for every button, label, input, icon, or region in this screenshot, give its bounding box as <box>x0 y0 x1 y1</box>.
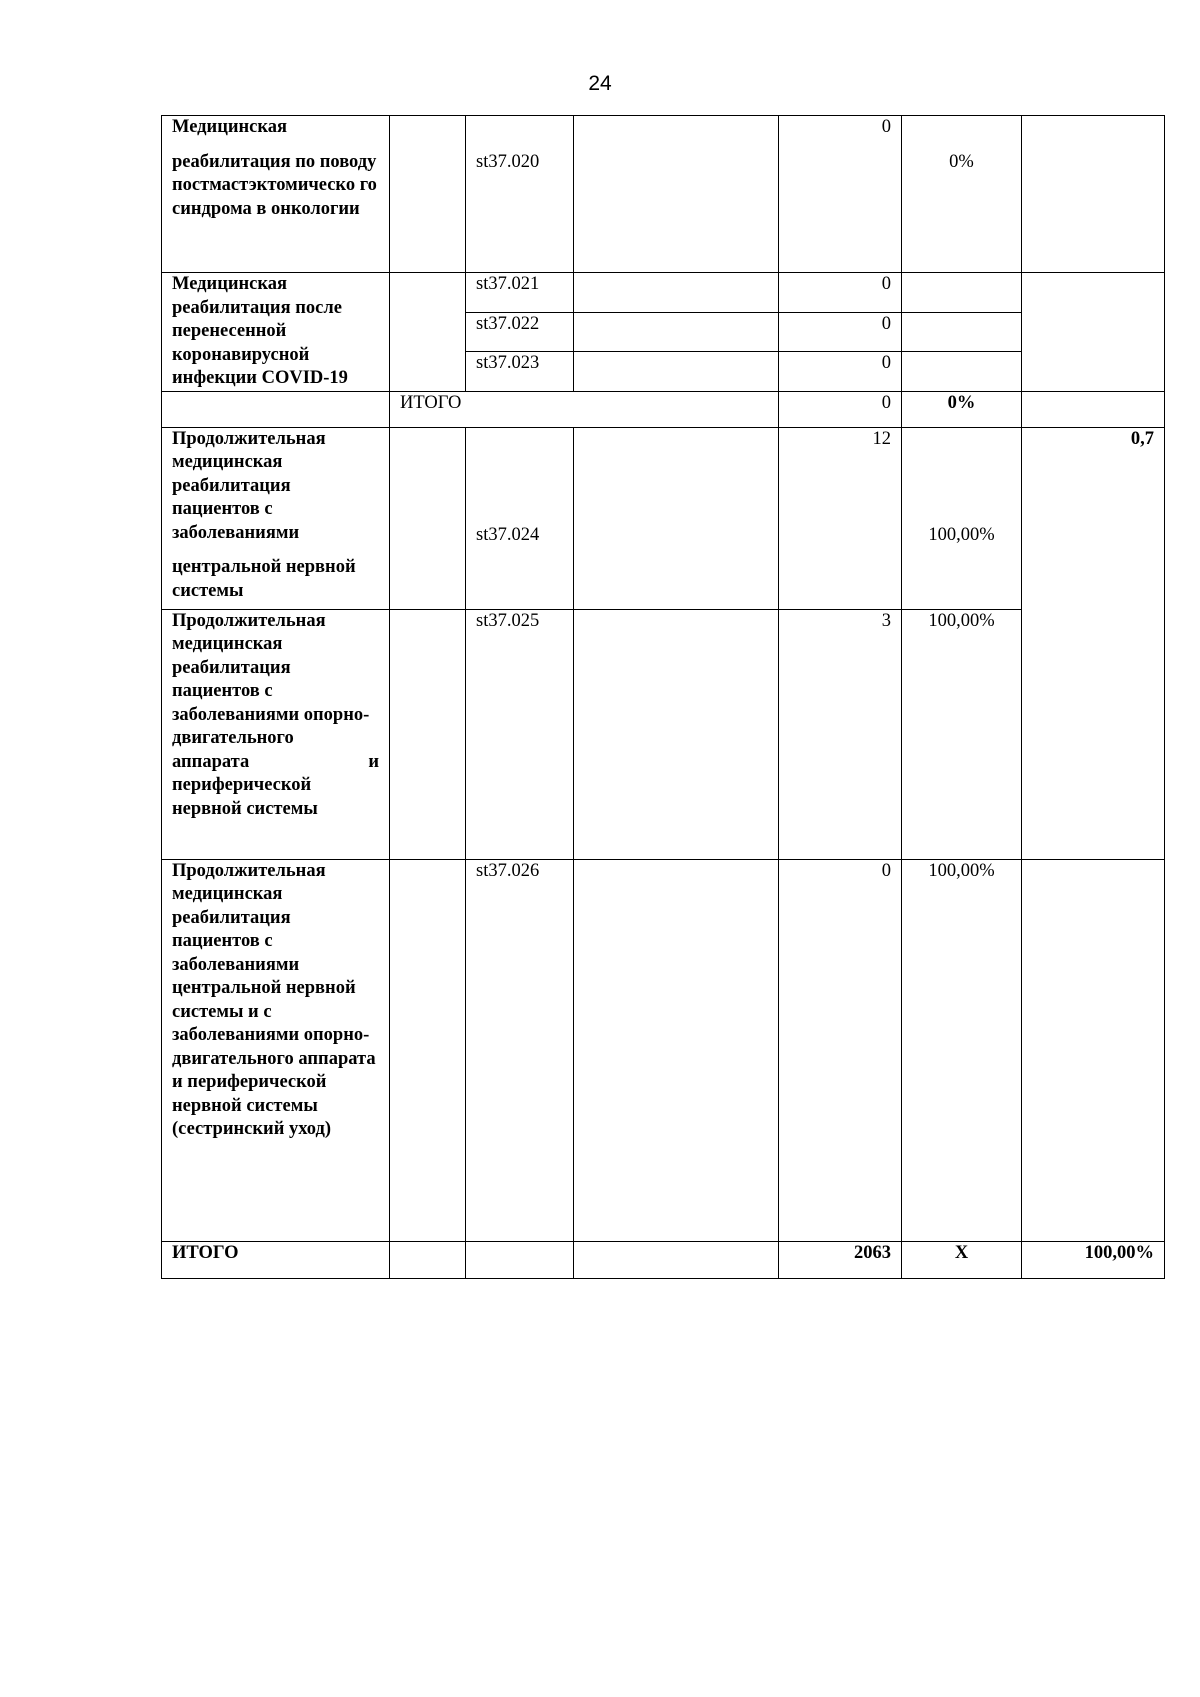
empty-cell <box>1022 273 1165 392</box>
empty-cell <box>466 1241 574 1278</box>
ksg-code: st37.024 <box>466 427 574 609</box>
empty-cell <box>390 273 466 392</box>
subtotal-label: ИТОГО <box>390 391 779 427</box>
share-percent: 100,00% <box>902 427 1022 609</box>
empty-cell <box>390 116 466 273</box>
rehabilitation-table <box>161 115 1165 1279</box>
empty-cell <box>574 859 779 1241</box>
empty-cell <box>574 609 779 859</box>
ksg-code: st37.026 <box>466 859 574 1241</box>
case-count: 12 <box>779 427 902 609</box>
case-count: 3 <box>779 609 902 859</box>
case-count: 0 <box>779 116 902 273</box>
table-row <box>162 116 1165 273</box>
service-name: Продолжительная медицинская реабилитация пациентов с заболеваниями центральной нервной системы <box>162 427 390 609</box>
empty-cell <box>574 352 779 392</box>
case-count: 0 <box>779 352 902 392</box>
coefficient: 0,7 <box>1022 427 1165 859</box>
service-name: Медицинская реабилитация после перенесенной коронавирусной инфекции COVID-19 <box>162 273 390 392</box>
ksg-code: st37.020 <box>466 116 574 273</box>
subtotal-share: 0% <box>902 391 1022 427</box>
table-row <box>162 273 1165 313</box>
empty-cell <box>902 273 1022 313</box>
table-row <box>162 427 1165 609</box>
subtotal-row <box>162 391 1165 427</box>
empty-cell <box>902 312 1022 352</box>
table-row <box>162 859 1165 1241</box>
empty-cell <box>574 427 779 609</box>
empty-cell <box>390 859 466 1241</box>
case-count: 0 <box>779 312 902 352</box>
empty-cell <box>390 609 466 859</box>
case-count: 0 <box>779 273 902 313</box>
page-number: 24 <box>588 72 612 95</box>
service-name: Продолжительная медицинская реабилитация пациентов с заболеваниями центральной нервной системы и с заболеваниями опорно-двигательного аппарата и периферической нервной системы (сестринский уход) <box>162 859 390 1241</box>
case-count: 0 <box>779 859 902 1241</box>
share-percent: 100,00% <box>902 609 1022 859</box>
service-name: Медицинская реабилитация по поводу постмастэктомическо го синдрома в онкологии <box>162 116 390 273</box>
empty-cell <box>574 273 779 313</box>
empty-cell <box>390 427 466 609</box>
subtotal-count: 0 <box>779 391 902 427</box>
ksg-code: st37.022 <box>466 312 574 352</box>
empty-cell <box>574 312 779 352</box>
total-count: 2063 <box>779 1241 902 1278</box>
empty-cell <box>1022 859 1165 1241</box>
total-row <box>162 1241 1165 1278</box>
empty-cell <box>162 391 390 427</box>
ksg-code: st37.023 <box>466 352 574 392</box>
share-percent: 0% <box>902 116 1022 273</box>
total-share: X <box>902 1241 1022 1278</box>
ksg-code: st37.025 <box>466 609 574 859</box>
service-name: Продолжительная медицинская реабилитация пациентов с заболеваниями опорно-двигательного аппарата и периферической нервной системы <box>162 609 390 859</box>
empty-cell <box>1022 391 1165 427</box>
empty-cell <box>1022 116 1165 273</box>
ksg-code: st37.021 <box>466 273 574 313</box>
empty-cell <box>574 1241 779 1278</box>
share-percent: 100,00% <box>902 859 1022 1241</box>
empty-cell <box>902 352 1022 392</box>
total-label: ИТОГО <box>162 1241 390 1278</box>
empty-cell <box>390 1241 466 1278</box>
total-coefficient: 100,00% <box>1022 1241 1165 1278</box>
table-row <box>162 609 1165 859</box>
empty-cell <box>574 116 779 273</box>
